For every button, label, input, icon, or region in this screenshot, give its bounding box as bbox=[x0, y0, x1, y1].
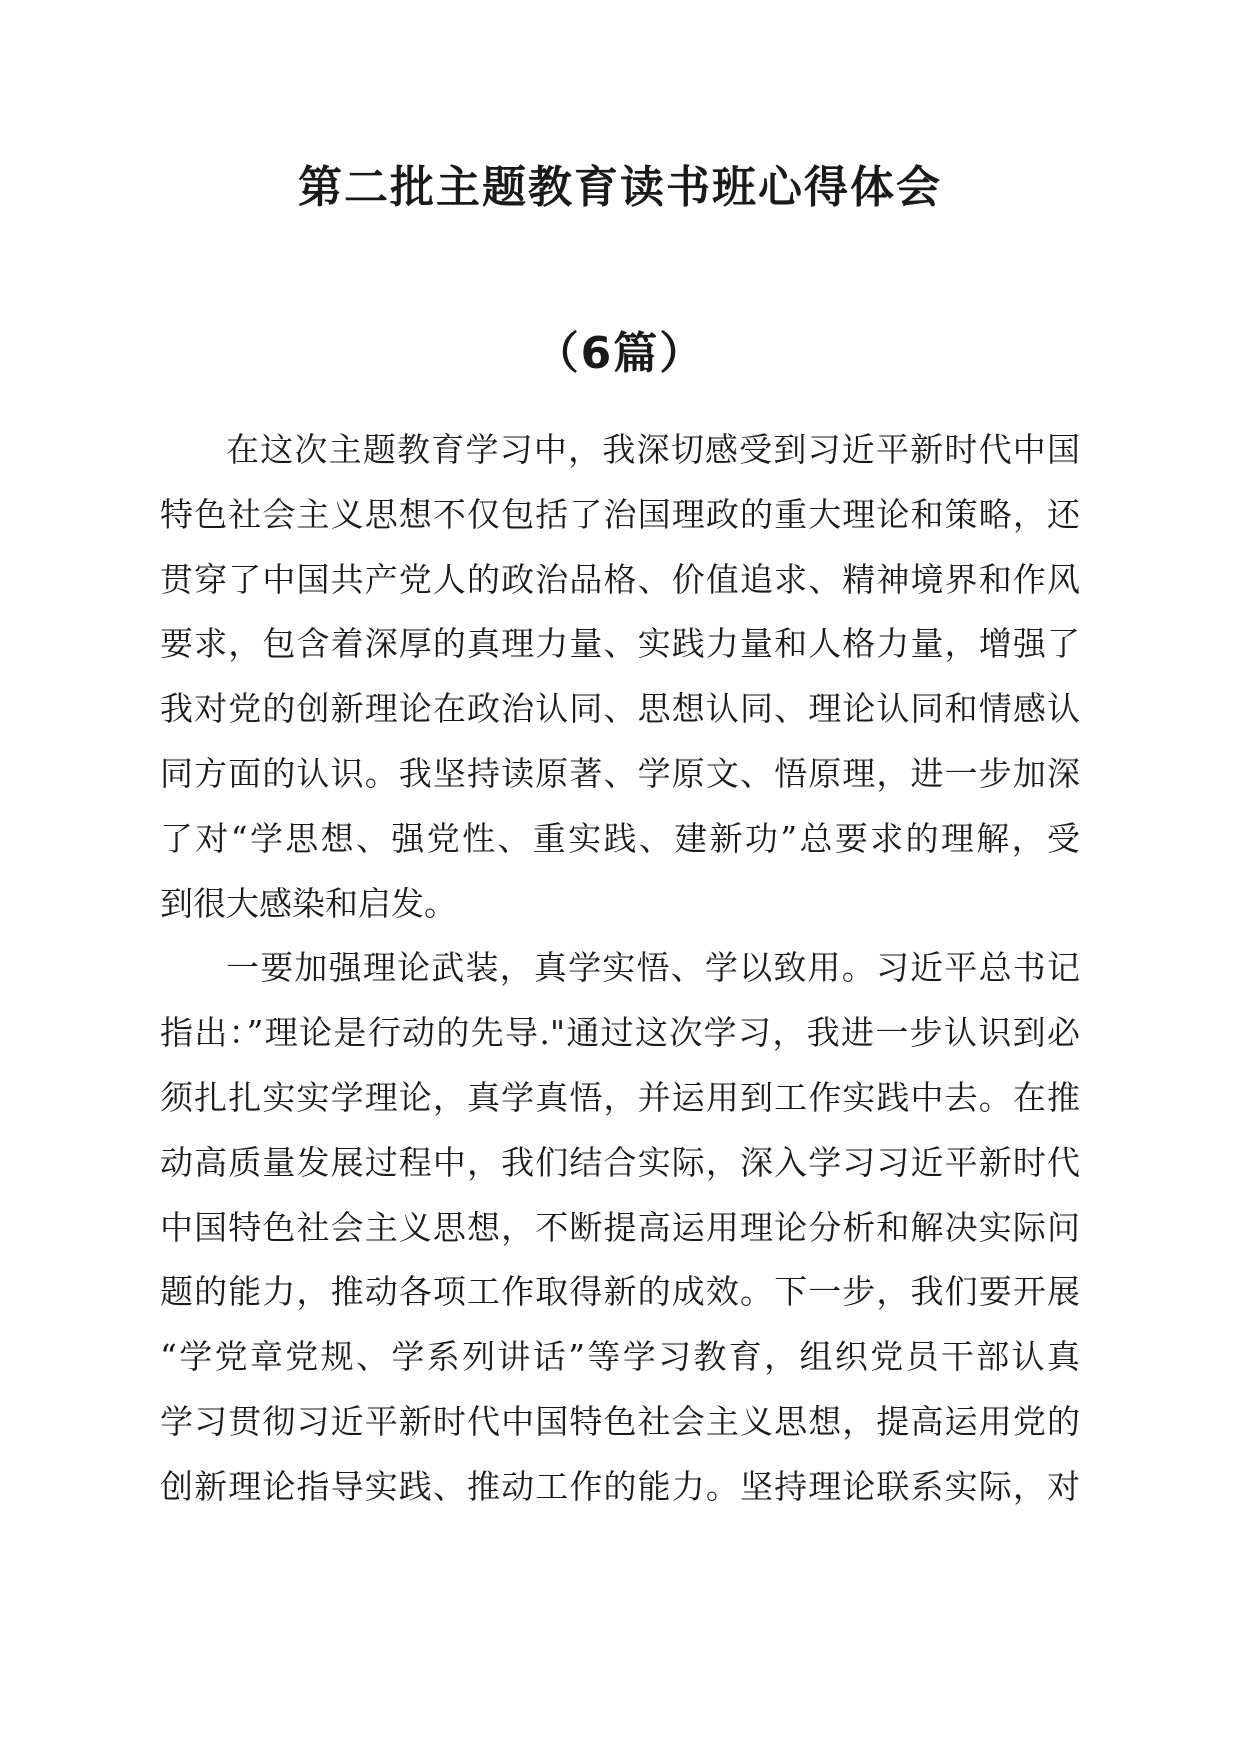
text-line: 中国特色社会主义思想，不断提高运用理论分析和解决实际问 bbox=[160, 1207, 1080, 1247]
text-line: 我对党的创新理论在政治认同、思想认同、理论认同和情感认 bbox=[160, 689, 1080, 729]
text-line: 贯穿了中国共产党人的政治品格、价值追求、精神境界和作风 bbox=[160, 559, 1080, 599]
document-subtitle: （6篇） bbox=[534, 328, 706, 379]
text-line: 须扎扎实实学理论，真学真悟，并运用到工作实践中去。在推 bbox=[160, 1077, 1080, 1117]
text-line: 了对“学思想、强党性、重实践、建新功”总要求的理解，受 bbox=[160, 818, 1080, 858]
text-line: “学党章党规、学系列讲话”等学习教育，组织党员干部认真 bbox=[160, 1337, 1080, 1377]
paragraph-1 bbox=[160, 418, 1080, 936]
text-line: 动高质量发展过程中，我们结合实际，深入学习习近平新时代 bbox=[160, 1142, 1080, 1182]
text-line: 到很大感染和启发。 bbox=[160, 883, 457, 923]
text-line: 学习贯彻习近平新时代中国特色社会主义思想，提高运用党的 bbox=[160, 1401, 1080, 1441]
text-line: 要求，包含着深厚的真理力量、实践力量和人格力量，增强了 bbox=[160, 624, 1080, 664]
text-line: 一要加强理论武装，真学实悟、学以致用。习近平总书记 bbox=[226, 948, 1080, 988]
text-line: 同方面的认识。我坚持读原著、学原文、悟原理，进一步加深 bbox=[160, 753, 1080, 793]
document-title: 第二批主题教育读书班心得体会 bbox=[298, 162, 942, 213]
text-line: 题的能力，推动各项工作取得新的成效。下一步，我们要开展 bbox=[160, 1272, 1080, 1312]
paragraph-2 bbox=[160, 936, 1080, 1519]
text-line: 指出：”理论是行动的先导."通过这次学习，我进一步认识到必 bbox=[160, 1013, 1080, 1053]
document-body bbox=[160, 418, 1080, 1520]
text-line: 创新理论指导实践、推动工作的能力。坚持理论联系实际，对 bbox=[160, 1466, 1080, 1506]
text-line: 在这次主题教育学习中，我深切感受到习近平新时代中国 bbox=[226, 430, 1080, 469]
text-line: 特色社会主义思想不仅包括了治国理政的重大理论和策略，还 bbox=[160, 494, 1080, 534]
